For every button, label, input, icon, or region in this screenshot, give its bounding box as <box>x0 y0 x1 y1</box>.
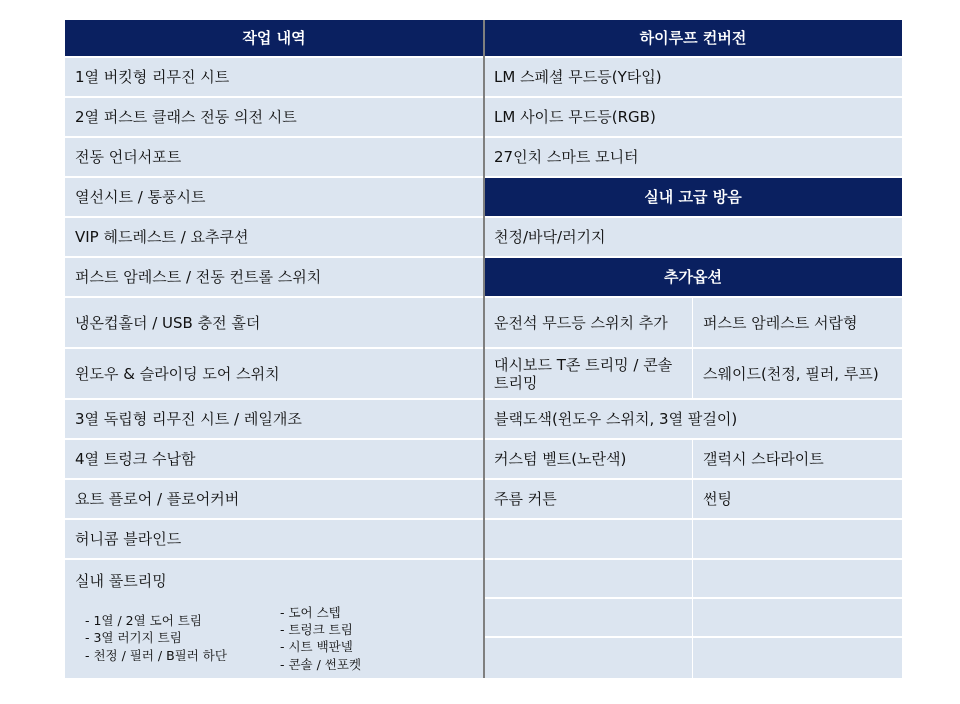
empty-cell <box>693 599 903 638</box>
interior-trim-title: 실내 풀트리밍 <box>75 572 167 590</box>
left-row: 열선시트 / 통풍시트 <box>65 178 484 218</box>
left-row: 허니콤 블라인드 <box>65 520 484 560</box>
option-cell: 블랙도색(윈도우 스위치, 3열 팔걸이) <box>484 400 903 440</box>
right-row: 27인치 스마트 모니터 <box>484 138 903 178</box>
header-work-history: 작업 내역 <box>65 20 484 58</box>
trim-item: - 도어 스텝 <box>280 605 341 620</box>
empty-cell <box>693 560 903 599</box>
empty-cell <box>484 520 693 560</box>
right-row: LM 스페셜 무드등(Y타입) <box>484 58 903 98</box>
header-soundproofing: 실내 고급 방음 <box>484 178 903 218</box>
trim-item: - 트렁크 트림 <box>280 622 353 637</box>
empty-cell <box>484 638 693 678</box>
left-row: 2열 퍼스트 클래스 전동 의전 시트 <box>65 98 484 138</box>
empty-cell <box>484 560 693 599</box>
left-row: 4열 트렁크 수납함 <box>65 440 484 480</box>
empty-cell <box>693 638 903 678</box>
column-divider <box>483 20 485 678</box>
left-row: 냉온컵홀더 / USB 충전 홀더 <box>65 298 484 349</box>
option-cell: 운전석 무드등 스위치 추가 <box>484 298 693 349</box>
left-row: 전동 언더서포트 <box>65 138 484 178</box>
trim-item: - 1열 / 2열 도어 트림 <box>85 613 202 628</box>
left-row: 퍼스트 암레스트 / 전동 컨트롤 스위치 <box>65 258 484 298</box>
work-table <box>65 20 903 678</box>
empty-cell <box>484 599 693 638</box>
option-cell: 스웨이드(천정, 필러, 루프) <box>693 349 903 400</box>
option-cell: 커스텀 벨트(노란색) <box>484 440 693 480</box>
option-cell: 썬팅 <box>693 480 903 520</box>
interior-trim-cell <box>65 560 484 678</box>
left-row: 윈도우 & 슬라이딩 도어 스위치 <box>65 349 484 400</box>
left-row: 3열 독립형 리무진 시트 / 레일개조 <box>65 400 484 440</box>
option-cell: 대시보드 T존 트리밍 / 콘솔 트리밍 <box>484 349 693 400</box>
header-high-roof-conversion: 하이루프 컨버전 <box>484 20 903 58</box>
right-row: 천정/바닥/러기지 <box>484 218 903 258</box>
left-row: 1열 버킷형 리무진 시트 <box>65 58 484 98</box>
trim-item: - 시트 백판넬 <box>280 639 353 654</box>
option-cell: 갤럭시 스타라이트 <box>693 440 903 480</box>
trim-item: - 콘솔 / 썬포켓 <box>280 657 362 672</box>
header-additional-options: 추가옵션 <box>484 258 903 298</box>
left-row: 요트 플로어 / 플로어커버 <box>65 480 484 520</box>
trim-item: - 3열 러기지 트림 <box>85 630 182 645</box>
option-cell: 퍼스트 암레스트 서랍형 <box>693 298 903 349</box>
trim-item: - 천정 / 필러 / B필러 하단 <box>85 648 227 663</box>
option-cell: 주름 커튼 <box>484 480 693 520</box>
empty-cell <box>693 520 903 560</box>
left-row: VIP 헤드레스트 / 요추쿠션 <box>65 218 484 258</box>
right-row: LM 사이드 무드등(RGB) <box>484 98 903 138</box>
